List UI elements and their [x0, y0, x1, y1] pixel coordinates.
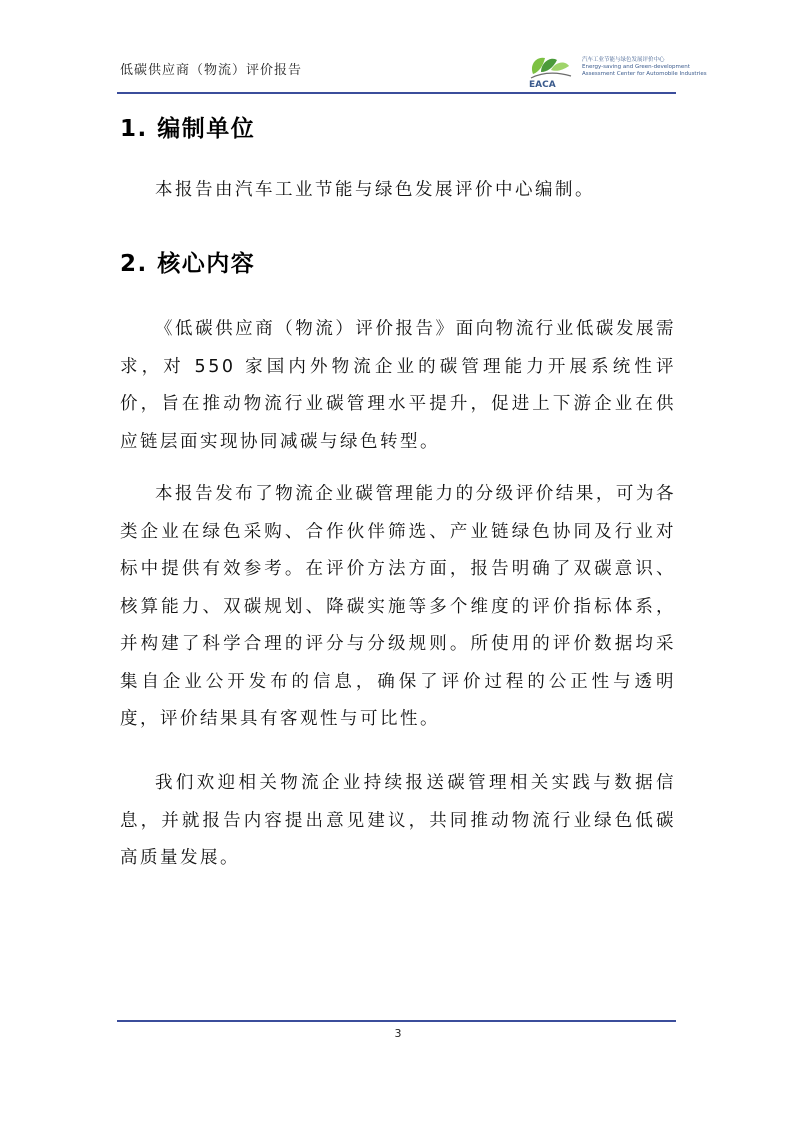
section-paragraph: 《低碳供应商（物流）评价报告》面向物流行业低碳发展需求，对 550 家国内外物流企业的碳管理能力开展系统性评价，旨在推动物流行业碳管理水平提升，促进上下游企业在供应链层面实现协同减碳与绿色转型。	[120, 319, 676, 452]
logo-text-en-1: Energy-saving and Green-development	[582, 64, 690, 70]
logo-leaf-icon	[527, 52, 573, 88]
logo-text-en-2: Assessment Center for Automobile Industries	[582, 71, 707, 77]
logo-text-cn: 汽车工业节能与绿色发展评价中心	[582, 57, 665, 63]
logo-text	[582, 57, 707, 78]
section-paragraph: 本报告发布了物流企业碳管理能力的分级评价结果，可为各类企业在绿色采购、合作伙伴筛选、产业链绿色协同及行业对标中提供有效参考。在评价方法方面，报告明确了双碳意识、核算能力、双碳规划、降碳实施等多个维度的评价指标体系，并构建了科学合理的评分与分级规则。所使用的评价数据均采集自企业公开发布的信息，确保了评价过程的公正性与透明度，评价结果具有客观性与可比性。	[120, 484, 676, 729]
header-title: 低碳供应商（物流）评价报告	[120, 63, 303, 78]
organization-logo	[527, 52, 707, 88]
section-paragraph: 本报告由汽车工业节能与绿色发展评价中心编制。	[155, 180, 595, 200]
header-divider	[117, 92, 676, 94]
section-paragraph: 我们欢迎相关物流企业持续报送碳管理相关实践与数据信息，并就报告内容提出意见建议，共同推动物流行业绿色低碳高质量发展。	[120, 773, 676, 868]
page-number: 3	[394, 1027, 402, 1040]
section-heading-compiler: 1. 编制单位	[120, 116, 256, 142]
section-heading-core-content: 2. 核心内容	[120, 251, 256, 277]
footer-divider	[117, 1020, 676, 1022]
logo-mark-text: EACA	[529, 80, 556, 88]
